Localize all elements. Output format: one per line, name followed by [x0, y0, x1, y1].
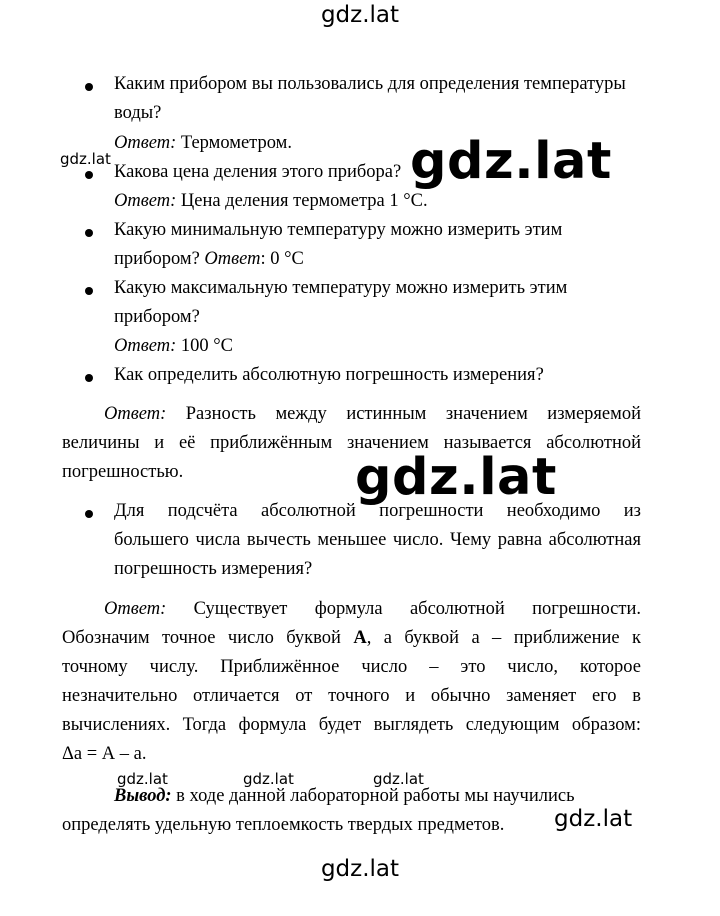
question-3-line-2: [114, 249, 304, 270]
answer-2: [114, 191, 428, 212]
watermark-small: gdz.lat: [117, 770, 168, 788]
answer-text: Существует формула абсолютной погрешности.: [166, 599, 641, 619]
question-1-line-1: Каким прибором вы пользовались для определения температуры: [114, 74, 626, 94]
question-5: Как определить абсолютную погрешность измерения?: [114, 365, 544, 385]
watermark-small: gdz.lat: [243, 770, 294, 788]
answer-text: : 0 °С: [260, 249, 304, 269]
question-6-line-1: Для подсчёта абсолютной погрешности необходимо из: [114, 501, 641, 521]
answer-4: [114, 336, 233, 357]
watermark-right: gdz.lat: [554, 806, 633, 832]
watermark-big: gdz.lat: [355, 448, 557, 507]
answer-6-line-4: незначительно отличается от точного и обычно заменяет его в: [62, 686, 641, 706]
answer-6-line-6: Δа = А – а.: [62, 744, 147, 764]
watermark-small: gdz.lat: [60, 150, 111, 168]
conclusion-line-1: [114, 786, 575, 807]
answer-text: Цена деления термометра 1 °С.: [176, 191, 428, 211]
question-3-line-1: Какую минимальную температуру можно измерить этим: [114, 220, 563, 240]
answer-6-line-3: точному числу. Приближённое число – это число, которое: [62, 657, 641, 677]
answer-label: Ответ:: [104, 599, 167, 619]
conclusion-label: Вывод:: [114, 786, 172, 806]
conclusion-line-2: определять удельную теплоемкость твердых предметов.: [62, 815, 505, 835]
answer-label: Ответ:: [114, 133, 177, 153]
watermark-big: gdz.lat: [410, 132, 612, 191]
answer-text: 100 °С: [176, 336, 233, 356]
answer-text: Термометром.: [176, 133, 292, 153]
bullet: [85, 374, 93, 382]
answer-5-line-1: [104, 404, 641, 425]
answer-6-line-5: вычислениях. Тогда формула будет выглядеть следующим образом:: [62, 715, 641, 735]
answer-label: Ответ:: [114, 191, 177, 211]
answer-5-line-2: величины и её приближённым значением называется абсолютной: [62, 433, 641, 453]
answer-6-line-1: [104, 599, 641, 620]
question-text: прибором?: [114, 249, 205, 269]
answer-label: Ответ:: [114, 336, 177, 356]
watermark-bottom: gdz.lat: [320, 856, 400, 882]
conclusion-text: в ходе данной лабораторной работы мы научились: [171, 786, 575, 806]
bullet: [85, 171, 93, 179]
question-6-line-3: погрешность измерения?: [114, 559, 313, 579]
answer-label: Ответ:: [104, 404, 167, 424]
answer-text: Разность между истинным значением измеряемой: [166, 404, 641, 424]
bullet: [85, 510, 93, 518]
watermark-small: gdz.lat: [373, 770, 424, 788]
question-1-line-2: воды?: [114, 103, 162, 123]
answer-text: Обозначим точное число буквой: [62, 628, 354, 648]
answer-5-line-3: погрешностью.: [62, 462, 184, 482]
bullet: [85, 287, 93, 295]
answer-1: [114, 133, 292, 154]
answer-text: , а буквой а – приближение к: [366, 628, 641, 648]
question-6-line-2: большего числа вычесть меньшее число. Чему равна абсолютная: [114, 530, 641, 550]
bullet: [85, 83, 93, 91]
question-2: Какова цена деления этого прибора?: [114, 162, 402, 182]
bullet: [85, 229, 93, 237]
answer-label: Ответ: [204, 249, 261, 269]
watermark-top: gdz.lat: [320, 2, 400, 28]
answer-6-line-2: [62, 628, 641, 649]
question-4-line-2: прибором?: [114, 307, 200, 327]
question-4-line-1: Какую максимальную температуру можно измерить этим: [114, 278, 568, 298]
symbol-A: А: [353, 628, 367, 648]
